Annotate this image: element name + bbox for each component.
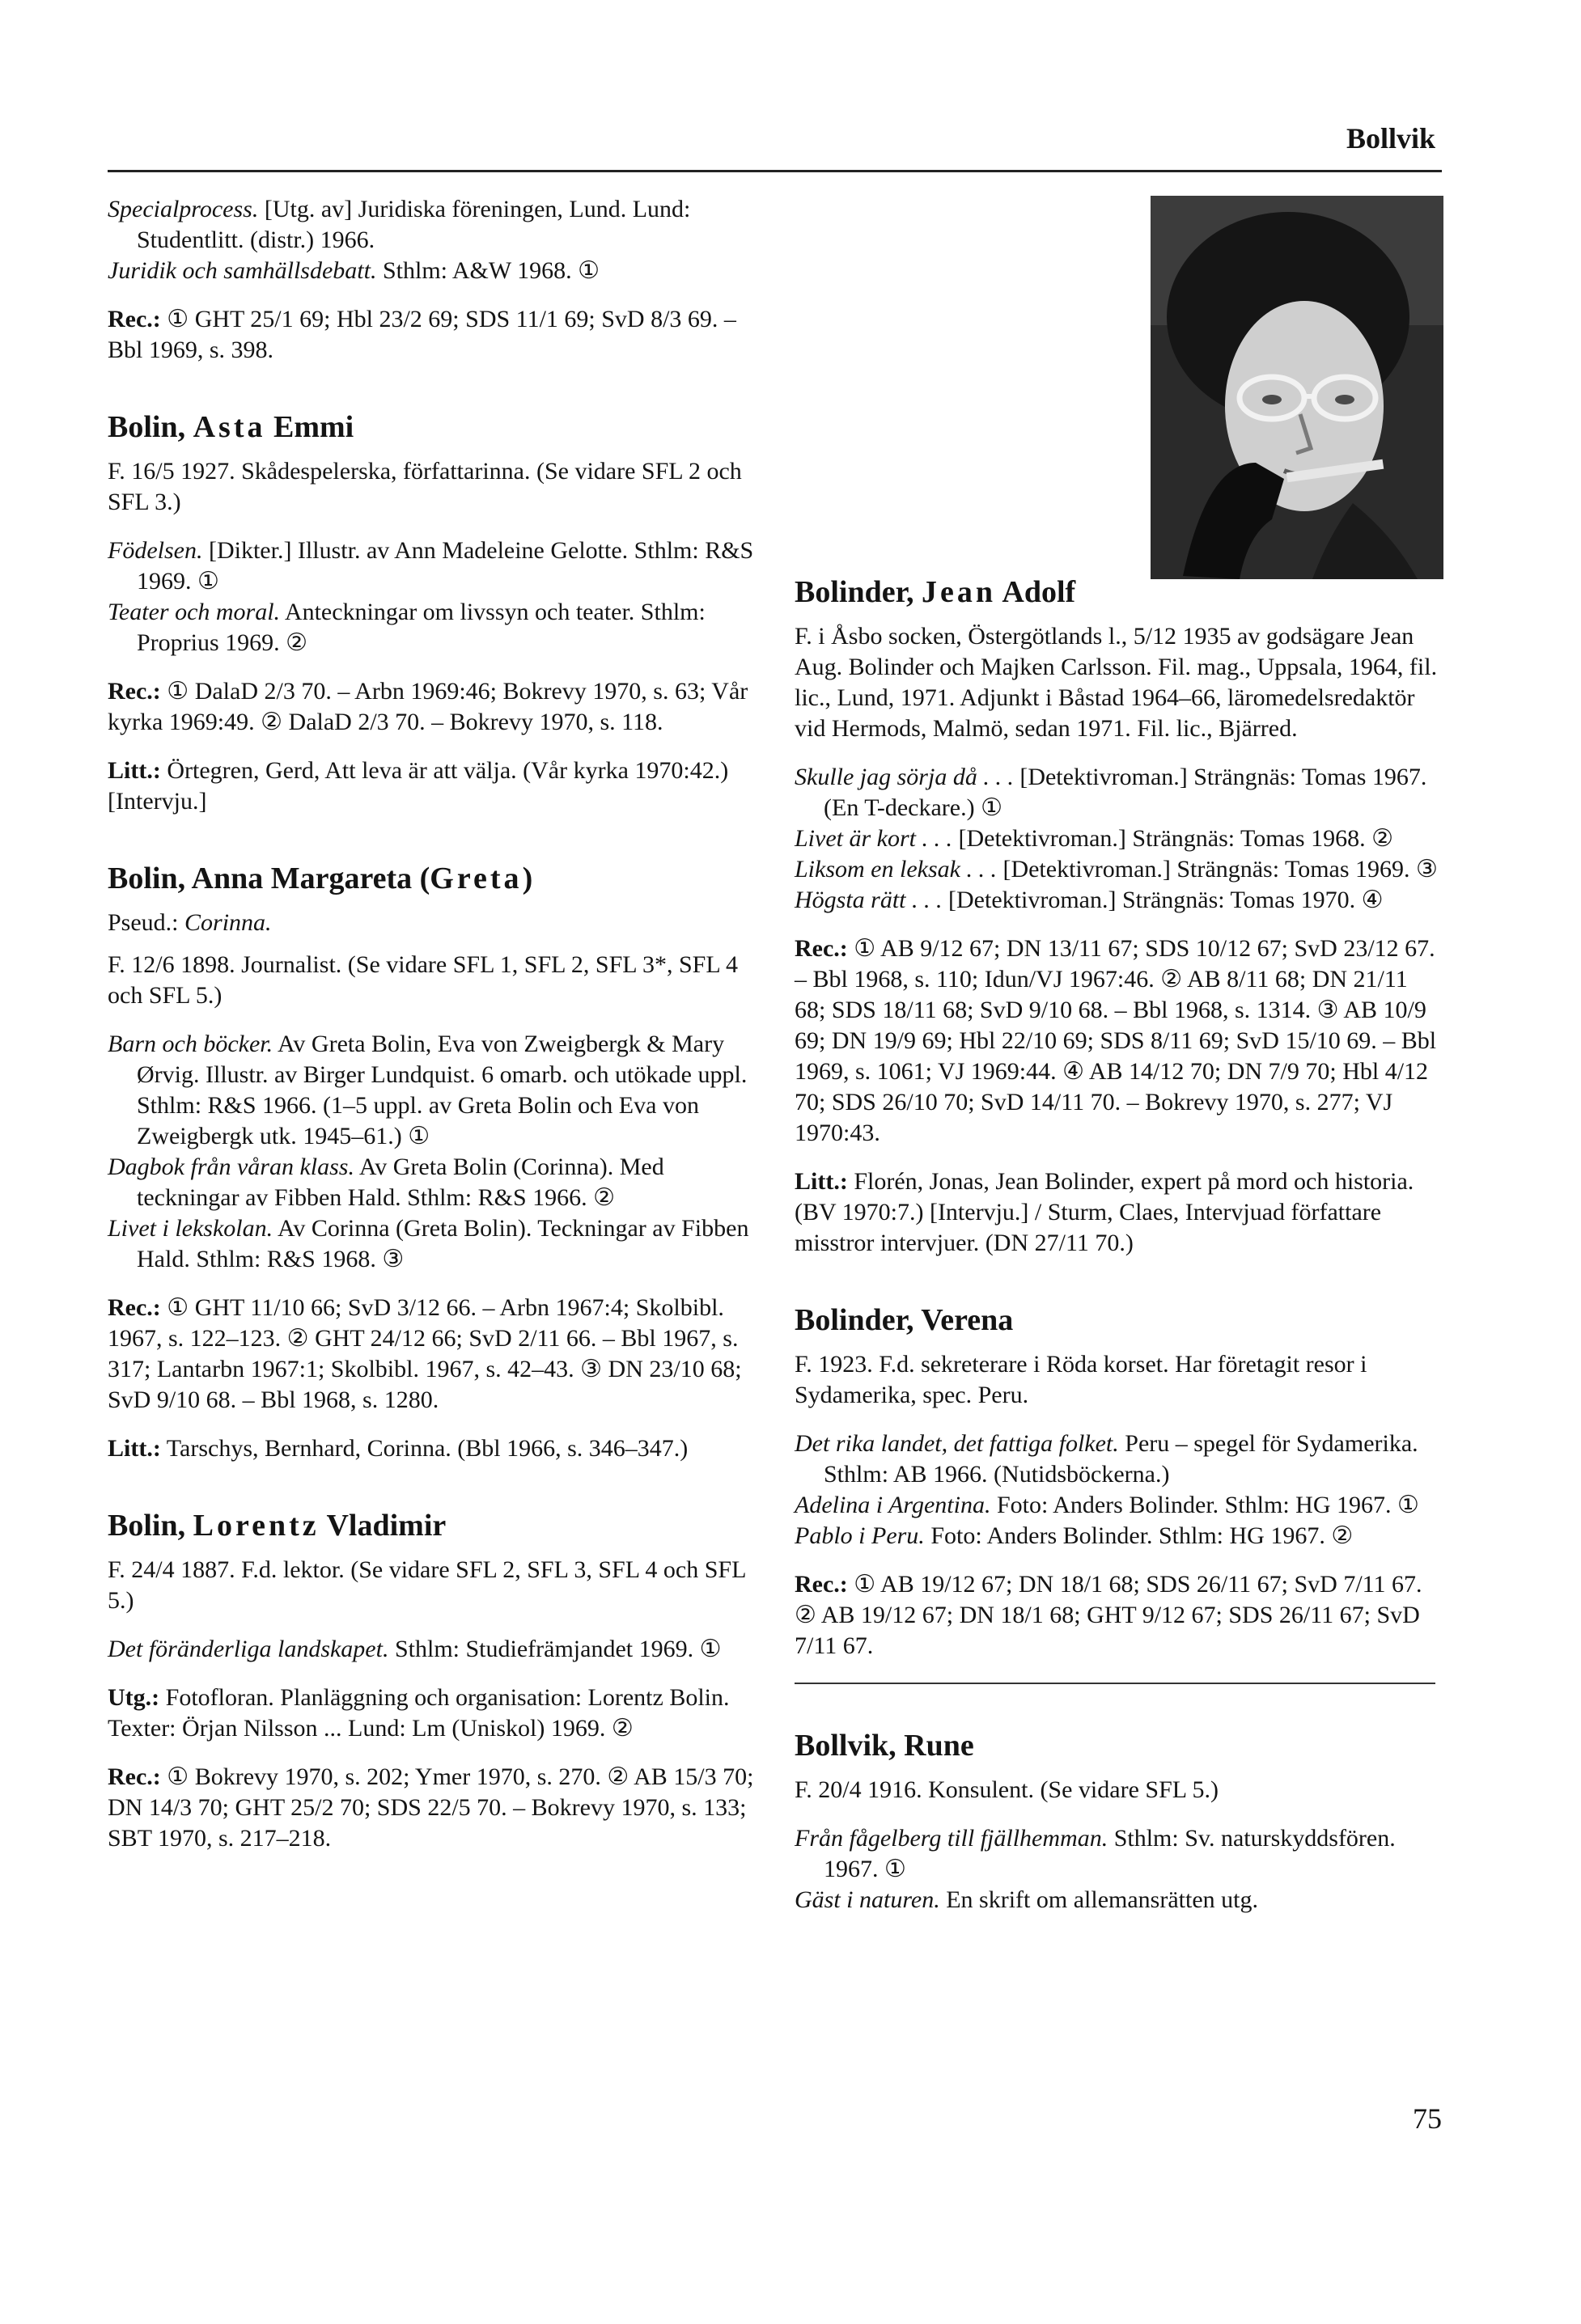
header-rule <box>108 170 1442 172</box>
work-details: Av Greta Bolin, Eva von Zweigbergk & Mary Ørvig. Illustr. av Birger Lundquist. 6 omarb. och utökade uppl. Sthlm: R&S 1966. (1–5 uppl. av Greta Bolin och Eva von Zweigbergk utk. 1945–61.) ① <box>137 1031 748 1149</box>
work-title: Högsta rätt . . . <box>795 887 943 913</box>
work-title: Skulle jag sörja då . . . <box>795 764 1014 790</box>
pseud-value: Corinna. <box>184 909 272 936</box>
name-part: Bolin, <box>108 410 193 444</box>
rec-label: Rec.: <box>108 1294 161 1321</box>
work-entry <box>108 597 755 658</box>
work-title: Teater och moral. <box>108 599 281 625</box>
work-entry <box>108 1634 755 1665</box>
name-part: Adolf <box>995 575 1076 609</box>
work-entry <box>795 762 1442 823</box>
work-details: Sthlm: Sv. naturskyddsfören. 1967. ① <box>824 1825 1396 1882</box>
rec-label: Rec.: <box>108 678 161 705</box>
work-details: [Detektivroman.] Strängnäs: Tomas 1968. ② <box>952 825 1393 852</box>
work-entry <box>108 194 755 256</box>
pseudonym <box>108 908 755 938</box>
reviews <box>108 304 755 366</box>
work-title: Dagbok från våran klass. <box>108 1154 354 1180</box>
literature <box>108 756 755 817</box>
work-details: Anteckningar om livssyn och teater. Sthlm: Proprius 1969. ② <box>137 599 706 656</box>
work-entry <box>108 1029 755 1152</box>
running-head: Bollvik <box>1346 122 1435 155</box>
name-part: Vladimir <box>319 1509 447 1543</box>
literature <box>108 1433 755 1464</box>
name-spaced: Jean <box>921 575 996 609</box>
work-title: Livet är kort . . . <box>795 825 952 852</box>
author-bio: F. 16/5 1927. Skådespelerska, författarinna. (Se vidare SFL 2 och SFL 3.) <box>108 458 742 515</box>
litt-label: Litt.: <box>108 757 161 784</box>
literature-text: Tarschys, Bernhard, Corinna. (Bbl 1966, s. 346–347.) <box>166 1435 689 1462</box>
work-entry <box>795 823 1442 854</box>
work-entry <box>795 1885 1442 1916</box>
work-entry <box>108 1213 755 1275</box>
name-part: Bolin, Anna Margareta ( <box>108 861 430 895</box>
name-part: Bolin, <box>108 1509 193 1543</box>
name-part: ) <box>522 861 533 895</box>
right-column <box>795 202 1442 1916</box>
work-entry <box>795 885 1442 916</box>
reviews <box>795 933 1442 1149</box>
author-bio: F. i Åsbo socken, Östergötlands l., 5/12 1935 av godsägare Jean Aug. Bolinder och Majken Carlsson. Fil. mag., Uppsala, 1964, fil. lic., Lund, 1971. Adjunkt i Båstad 1964–66, läromedelsredaktör vid Hermods, Malmö, sedan 1971. Fil. lic., Bjärred. <box>795 623 1438 742</box>
work-title: Specialprocess. <box>108 196 259 222</box>
reviews <box>108 676 755 738</box>
name-spaced: Greta <box>430 861 523 895</box>
work-details: Foto: Anders Bolinder. Sthlm: HG 1967. ② <box>924 1522 1354 1549</box>
work-entry <box>795 1490 1442 1521</box>
rec-label: Rec.: <box>795 935 848 962</box>
reviews-text: ① Bokrevy 1970, s. 202; Ymer 1970, s. 270. ② AB 15/3 70; DN 14/3 70; GHT 25/2 70; SDS 22/5 70. – Bokrevy 1970, s. 133; SBT 1970, s. 217–218. <box>108 1763 754 1852</box>
work-details: [Detektivroman.] Strängnäs: Tomas 1970. ④ <box>942 887 1384 913</box>
work-entry <box>108 1152 755 1213</box>
work-entry <box>108 256 755 286</box>
work-details: Av Greta Bolin (Corinna). Med teckningar av Fibben Hald. Sthlm: R&S 1966. ② <box>137 1154 664 1211</box>
work-entry <box>108 535 755 597</box>
reviews-text: ① DalaD 2/3 70. – Arbn 1969:46; Bokrevy 1970, s. 63; Vår kyrka 1969:49. ② DalaD 2/3 70. – Bokrevy 1970, s. 118. <box>108 678 748 735</box>
work-title: Pablo i Peru. <box>795 1522 925 1549</box>
author-heading-lorentz-bolin <box>108 1508 755 1543</box>
reviews <box>795 1569 1442 1662</box>
utg-label: Utg.: <box>108 1684 160 1711</box>
edited-works <box>108 1683 755 1744</box>
reviews-text: ① GHT 25/1 69; Hbl 23/2 69; SDS 11/1 69; SvD 8/3 69. – Bbl 1969, s. 398. <box>108 306 736 363</box>
work-title: Livet i lekskolan. <box>108 1215 273 1242</box>
work-title: Juridik och samhällsdebatt. <box>108 257 377 284</box>
work-details: Foto: Anders Bolinder. Sthlm: HG 1967. ① <box>990 1492 1419 1518</box>
litt-label: Litt.: <box>795 1168 848 1195</box>
reviews <box>108 1762 755 1854</box>
work-details: [Utg. av] Juridiska föreningen, Lund. Lund: Studentlitt. (distr.) 1966. <box>137 196 691 253</box>
author-bio: F. 12/6 1898. Journalist. (Se vidare SFL 1, SFL 2, SFL 3*, SFL 4 och SFL 5.) <box>108 951 739 1009</box>
reviews-text: ① AB 19/12 67; DN 18/1 68; SDS 26/11 67; SvD 7/11 67. ② AB 19/12 67; DN 18/1 68; GHT 9/12 67; SDS 26/11 67; SvD 7/11 67. <box>795 1571 1422 1659</box>
work-details: Sthlm: A&W 1968. ① <box>376 257 600 284</box>
work-entry <box>795 854 1442 885</box>
pseud-label: Pseud.: <box>108 909 179 936</box>
reviews-text: ① AB 9/12 67; DN 13/11 67; SDS 10/12 67; SvD 23/12 67. – Bbl 1968, s. 110; Idun/VJ 1967:46. ② AB 8/11 68; DN 21/11 68; SDS 18/11 68; SvD 9/10 68. – Bbl 1968, s. 1314. ③ AB 10/9 69; DN 19/9 69; Hbl 22/10 69; SDS 8/11 69; SvD 15/10 69. – Bbl 1969, s. 1061; VJ 1969:44. ④ AB 14/12 70; DN 7/9 70; Hbl 4/12 70; SDS 26/10 70; SvD 14/11 70. – Bokrevy 1970, s. 277; VJ 1970:43. <box>795 935 1437 1146</box>
author-bio: F. 20/4 1916. Konsulent. (Se vidare SFL 5.) <box>795 1776 1219 1803</box>
author-bio: F. 1923. F.d. sekreterare i Röda korset. Har företagit resor i Sydamerika, spec. Peru. <box>795 1351 1367 1408</box>
page-number: 75 <box>1413 2102 1442 2135</box>
author-heading-jean-bolinder <box>795 574 1442 610</box>
reviews <box>108 1293 755 1416</box>
work-details: [Dikter.] Illustr. av Ann Madeleine Gelotte. Sthlm: R&S 1969. ① <box>137 537 754 595</box>
rec-label: Rec.: <box>795 1571 848 1598</box>
work-details: [Detektivroman.] Strängnäs: Tomas 1969. ③ <box>996 856 1438 883</box>
work-details: Peru – spegel för Sydamerika. Sthlm: AB 1966. (Nutidsböckerna.) <box>824 1430 1418 1488</box>
work-details: En skrift om allemansrätten utg. <box>939 1886 1258 1913</box>
name-part: Bolinder, <box>795 575 922 609</box>
literature-text: Florén, Jonas, Jean Bolinder, expert på mord och historia. (BV 1970:7.) [Intervju.] / Sturm, Claes, Intervjuad författare misstror intervjuer. (DN 27/11 70.) <box>795 1168 1414 1256</box>
author-heading-asta-bolin <box>108 409 755 445</box>
litt-label: Litt.: <box>108 1435 161 1462</box>
author-bio: F. 24/4 1887. F.d. lektor. (Se vidare SFL 2, SFL 3, SFL 4 och SFL 5.) <box>108 1556 746 1614</box>
author-heading-verena-bolinder: Bolinder, Verena <box>795 1303 1014 1337</box>
rec-label: Rec.: <box>108 306 161 332</box>
author-heading-rune-bollvik: Bollvik, Rune <box>795 1729 974 1763</box>
work-title: Barn och böcker. <box>108 1031 273 1057</box>
name-part: Emmi <box>265 410 354 444</box>
work-details: Av Corinna (Greta Bolin). Teckningar av Fibben Hald. Sthlm: R&S 1968. ③ <box>137 1215 749 1272</box>
work-details: [Detektivroman.] Strängnäs: Tomas 1967. (En T-deckare.) ① <box>824 764 1427 821</box>
photo-spacer <box>795 202 1442 574</box>
rec-label: Rec.: <box>108 1763 161 1790</box>
work-title: Det föränderliga landskapet. <box>108 1636 389 1662</box>
literature <box>795 1166 1442 1259</box>
work-title: Gäst i naturen. <box>795 1886 940 1913</box>
work-entry <box>795 1823 1442 1885</box>
section-rule <box>795 1683 1435 1684</box>
left-column <box>108 194 755 1854</box>
name-spaced: Lorentz <box>193 1509 320 1543</box>
work-title: Adelina i Argentina. <box>795 1492 991 1518</box>
author-heading-greta-bolin <box>108 861 755 896</box>
work-details: Sthlm: Studiefrämjandet 1969. ① <box>388 1636 722 1662</box>
name-spaced: Asta <box>193 410 266 444</box>
work-entry <box>795 1429 1442 1490</box>
edited-text: Fotofloran. Planläggning och organisation: Lorentz Bolin. Texter: Örjan Nilsson ... Lund: Lm (Uniskol) 1969. ② <box>108 1684 730 1742</box>
work-entry <box>795 1521 1442 1551</box>
reviews-text: ① GHT 11/10 66; SvD 3/12 66. – Arbn 1967:4; Skolbibl. 1967, s. 122–123. ② GHT 24/12 66; SvD 2/11 66. – Bbl 1967, s. 317; Lantarbn 1967:1; Skolbibl. 1967, s. 42–43. ③ DN 23/10 68; SvD 9/10 68. – Bbl 1968, s. 1280. <box>108 1294 742 1413</box>
work-title: Liksom en leksak . . . <box>795 856 997 883</box>
work-title: Från fågelberg till fjällhemman. <box>795 1825 1108 1852</box>
literature-text: Örtegren, Gerd, Att leva är att välja. (Vår kyrka 1970:42.) [Intervju.] <box>108 757 729 815</box>
work-title: Det rika landet, det fattiga folket. <box>795 1430 1119 1457</box>
work-title: Födelsen. <box>108 537 203 564</box>
